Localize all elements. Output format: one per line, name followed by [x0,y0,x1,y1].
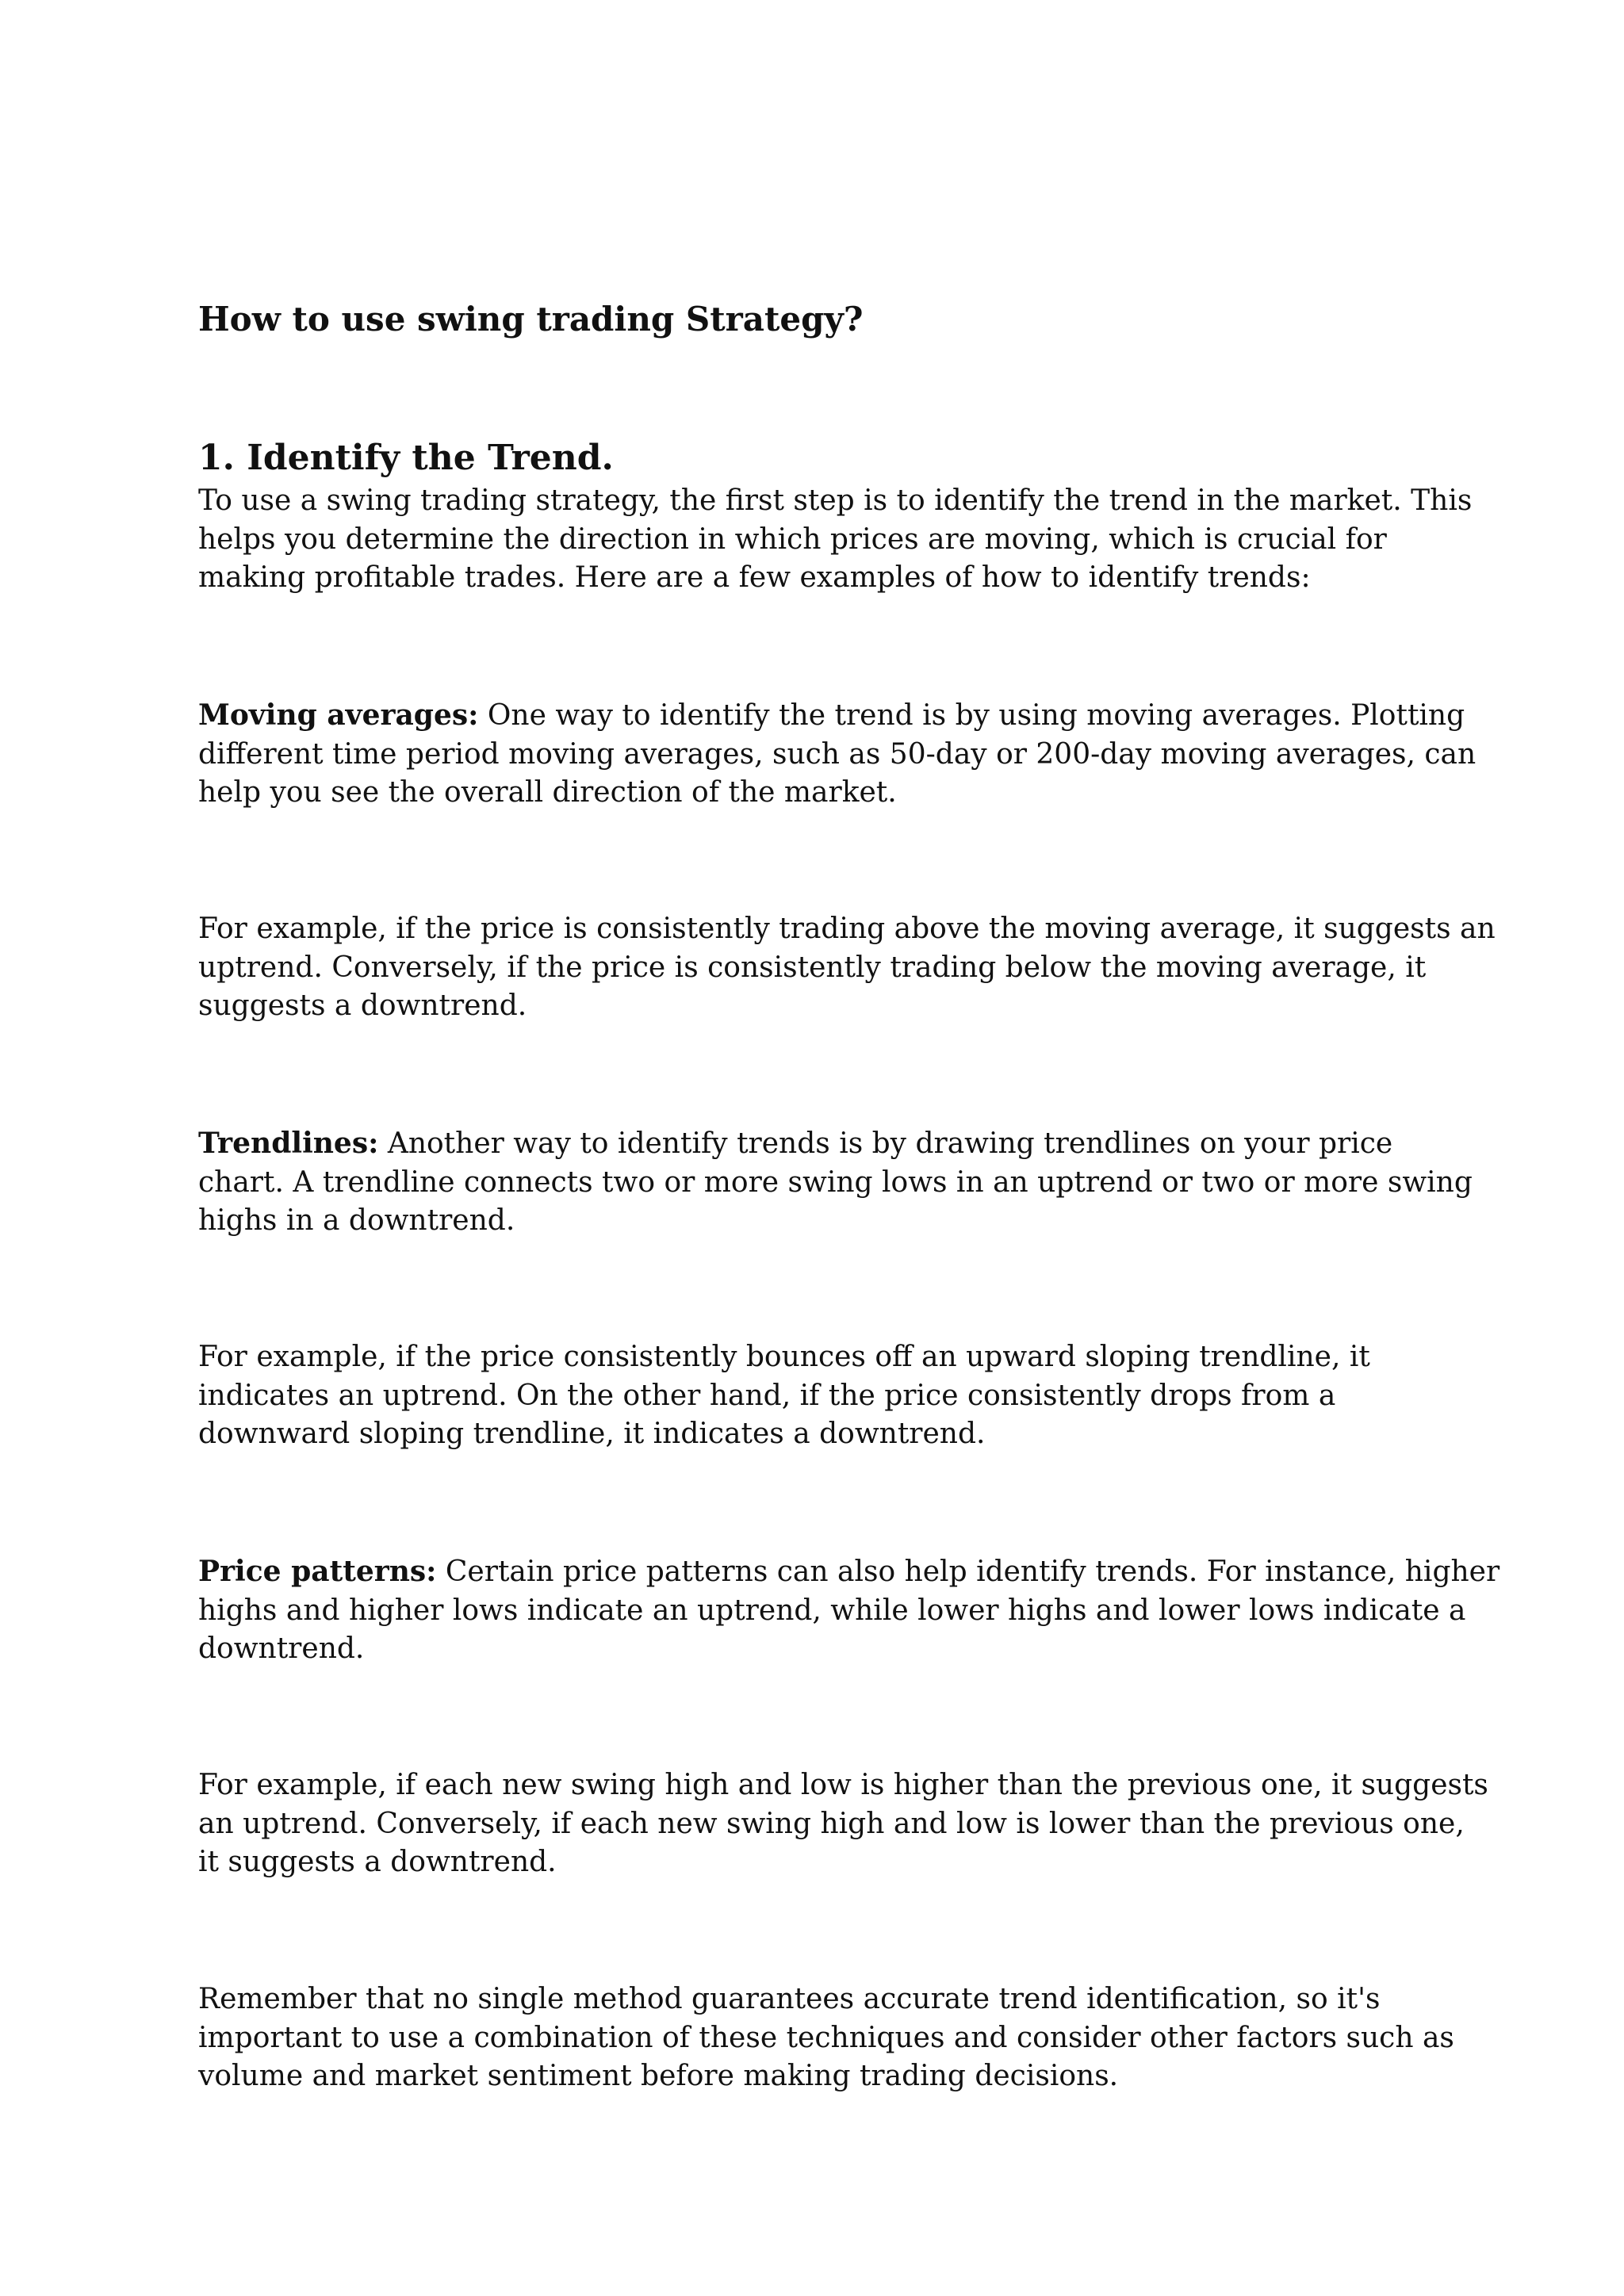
intro-line: helps you determine the direction in which prices are moving, which is crucial for [198,522,1387,556]
moving-averages-line: help you see the overall direction of the market. [198,776,897,809]
moving-averages-line: different time period moving averages, such as 50-day or 200-day moving averages, can [198,737,1477,771]
example-line: For example, if each new swing high and low is higher than the previous one, it suggests [198,1769,1488,1801]
intro-line: To use a swing trading strategy, the first step is to identify the trend in the market. This [198,484,1473,517]
document-title: How to use swing trading Strategy? [198,300,864,339]
conclusion-paragraph [198,1980,1454,2096]
example-line: an uptrend. Conversely, if each new swing high and low is lower than the previous one, [198,1807,1465,1840]
example-line: indicates an uptrend. On the other hand, if the price consistently drops from a [198,1379,1336,1412]
example-line: it suggests a downtrend. [198,1846,557,1878]
price-patterns-paragraph [198,1552,1500,1669]
moving-averages-first-line [198,696,1465,736]
example-line: suggests a downtrend. [198,989,527,1022]
price-patterns-example-paragraph [198,1766,1488,1882]
intro-paragraph [198,482,1473,598]
example-line: For example, if the price consistently bounces off an upward sloping trendline, it [198,1341,1370,1373]
trendlines-lead: Trendlines: [198,1127,379,1160]
conclusion-line: important to use a combination of these techniques and consider other factors such as [198,2021,1454,2054]
price-patterns-line: highs and higher lows indicate an uptrend, while lower highs and lower lows indicate a [198,1594,1466,1627]
trendlines-first-line [198,1124,1435,1164]
moving-averages-paragraph [198,696,1477,813]
moving-averages-lead: Moving averages: [198,698,479,732]
example-line: uptrend. Conversely, if the price is consistently trading below the moving average, it [198,951,1427,984]
price-patterns-line: downtrend. [198,1632,365,1665]
price-patterns-first-line [198,1552,1500,1592]
trendlines-example-paragraph [198,1338,1435,1454]
trendlines-line: chart. A trendline connects two or more swing lows in an uptrend or two or more swing [198,1165,1473,1199]
moving-averages-example-paragraph [198,910,1496,1026]
conclusion-line: Remember that no single method guarantees accurate trend identification, so it's [198,1983,1381,2015]
trendlines-paragraph [198,1124,1473,1241]
trendlines-line: Another way to identify trends is by drawing trendlines on your price [378,1127,1393,1160]
moving-averages-line: One way to identify the trend is by using moving averages. Plotting [478,699,1465,732]
example-line: downward sloping trendline, it indicates a downtrend. [198,1418,986,1450]
trendlines-line: highs in a downtrend. [198,1204,515,1237]
section-heading: 1. Identify the Trend. [198,438,614,478]
price-patterns-line: Certain price patterns can also help identify trends. For instance, higher [436,1556,1500,1588]
intro-line: making profitable trades. Here are a few examples of how to identify trends: [198,561,1311,594]
example-line: For example, if the price is consistently trading above the moving average, it suggests an [198,913,1496,945]
conclusion-line: volume and market sentiment before making trading decisions. [198,2060,1119,2092]
price-patterns-lead: Price patterns: [198,1555,437,1588]
